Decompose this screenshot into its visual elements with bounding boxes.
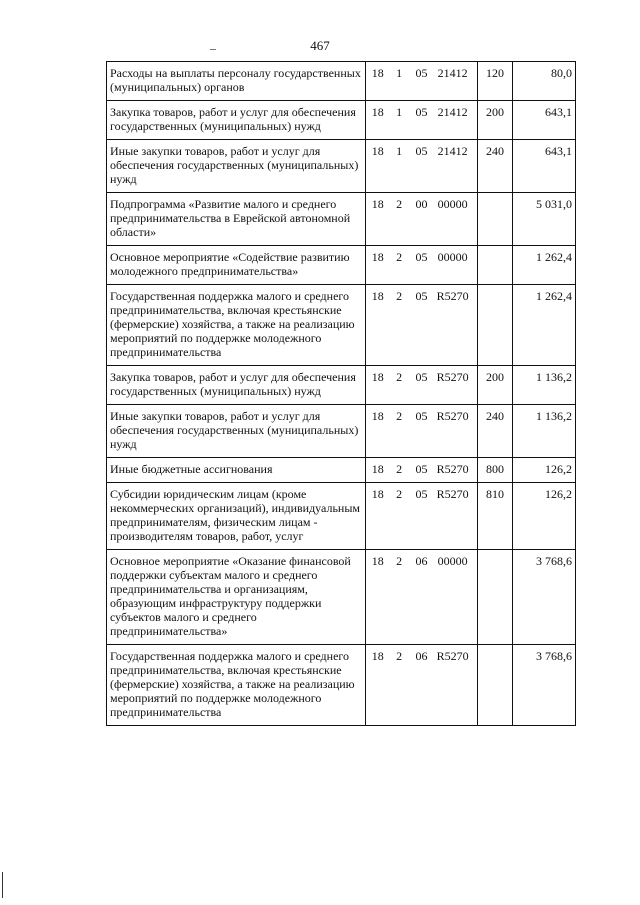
- code-direction: R5270: [436, 370, 469, 384]
- row-amount: 1 136,2: [513, 405, 576, 458]
- code-ministry: 18: [371, 487, 384, 501]
- table-row: [107, 458, 576, 483]
- row-expense-type: [478, 246, 513, 285]
- row-amount: 3 768,6: [513, 645, 576, 726]
- row-amount: 643,1: [513, 101, 576, 140]
- row-name: Подпрограмма «Развитие малого и среднего предпринимательства в Еврейской автономной области»: [107, 193, 366, 246]
- row-expense-type: 800: [478, 458, 513, 483]
- row-amount: 1 136,2: [513, 366, 576, 405]
- row-expense-type: 810: [478, 483, 513, 550]
- row-name: Закупка товаров, работ и услуг для обеспечения государственных (муниципальных) нужд: [107, 366, 366, 405]
- row-codes: [366, 366, 478, 405]
- row-codes: [366, 62, 478, 101]
- row-expense-type: [478, 645, 513, 726]
- table-row: [107, 285, 576, 366]
- code-ministry: 18: [371, 250, 384, 264]
- row-codes: [366, 458, 478, 483]
- code-program: 2: [396, 250, 403, 264]
- row-expense-type: [478, 285, 513, 366]
- code-direction: 21412: [437, 66, 468, 80]
- code-ministry: 18: [371, 409, 384, 423]
- code-direction: R5270: [436, 487, 469, 501]
- row-amount: 5 031,0: [513, 193, 576, 246]
- table-row: [107, 101, 576, 140]
- row-name: Расходы на выплаты персоналу государственных (муниципальных) органов: [107, 62, 366, 101]
- table-row: [107, 483, 576, 550]
- row-expense-type: 240: [478, 405, 513, 458]
- table-row: [107, 645, 576, 726]
- row-amount: 1 262,4: [513, 246, 576, 285]
- row-name: Государственная поддержка малого и среднего предпринимательства, включая крестьянские (фермерские) хозяйства, а также на реализацию мероприятий по поддержке молодежного предпринимательства: [107, 645, 366, 726]
- code-event: 05: [415, 66, 428, 80]
- code-program: 2: [396, 409, 403, 423]
- row-amount: 126,2: [513, 458, 576, 483]
- code-ministry: 18: [371, 649, 384, 663]
- code-direction: R5270: [436, 409, 469, 423]
- row-expense-type: 240: [478, 140, 513, 193]
- code-program: 2: [396, 554, 403, 568]
- table-row: [107, 550, 576, 645]
- budget-table: [106, 61, 576, 726]
- code-program: 2: [396, 370, 403, 384]
- code-ministry: 18: [371, 105, 384, 119]
- code-event: 05: [415, 144, 428, 158]
- code-program: 2: [396, 649, 403, 663]
- row-amount: 3 768,6: [513, 550, 576, 645]
- code-direction: 21412: [437, 144, 468, 158]
- table-row: [107, 366, 576, 405]
- code-event: 05: [415, 462, 428, 476]
- row-codes: [366, 405, 478, 458]
- code-direction: 00000: [437, 197, 468, 211]
- row-name: Государственная поддержка малого и среднего предпринимательства, включая крестьянские (фермерские) хозяйства, а также на реализацию мероприятий по поддержке молодежного предпринимательства: [107, 285, 366, 366]
- code-ministry: 18: [371, 289, 384, 303]
- code-event: 05: [415, 409, 428, 423]
- code-ministry: 18: [371, 197, 384, 211]
- row-codes: [366, 193, 478, 246]
- row-codes: [366, 285, 478, 366]
- code-event: 05: [415, 487, 428, 501]
- row-expense-type: 200: [478, 101, 513, 140]
- row-name: Иные закупки товаров, работ и услуг для обеспечения государственных (муниципальных) нужд: [107, 140, 366, 193]
- row-codes: [366, 101, 478, 140]
- code-event: 00: [415, 197, 428, 211]
- code-ministry: 18: [371, 370, 384, 384]
- code-program: 1: [396, 144, 403, 158]
- code-program: 2: [396, 462, 403, 476]
- code-event: 05: [415, 250, 428, 264]
- table-row: [107, 140, 576, 193]
- code-direction: 00000: [437, 250, 468, 264]
- row-codes: [366, 645, 478, 726]
- code-ministry: 18: [371, 144, 384, 158]
- code-ministry: 18: [371, 554, 384, 568]
- row-codes: [366, 246, 478, 285]
- code-direction: 00000: [437, 554, 468, 568]
- row-amount: 126,2: [513, 483, 576, 550]
- table-row: [107, 246, 576, 285]
- code-program: 1: [396, 66, 403, 80]
- row-name: Закупка товаров, работ и услуг для обеспечения государственных (муниципальных) нужд: [107, 101, 366, 140]
- code-event: 05: [415, 105, 428, 119]
- row-codes: [366, 483, 478, 550]
- row-name: Иные бюджетные ассигнования: [107, 458, 366, 483]
- code-direction: 21412: [437, 105, 468, 119]
- code-event: 05: [415, 289, 428, 303]
- code-direction: R5270: [436, 289, 469, 303]
- scan-mark: [2, 872, 3, 898]
- row-amount: 1 262,4: [513, 285, 576, 366]
- page-number: 467: [310, 38, 330, 53]
- row-expense-type: [478, 550, 513, 645]
- row-amount: 643,1: [513, 140, 576, 193]
- row-name: Иные закупки товаров, работ и услуг для обеспечения государственных (муниципальных) нужд: [107, 405, 366, 458]
- code-direction: R5270: [436, 649, 469, 663]
- scan-mark: [210, 49, 216, 50]
- budget-table-body: [107, 62, 576, 726]
- row-codes: [366, 140, 478, 193]
- code-program: 2: [396, 487, 403, 501]
- row-expense-type: [478, 193, 513, 246]
- row-expense-type: 120: [478, 62, 513, 101]
- row-name: Субсидии юридическим лицам (кроме некоммерческих организаций), индивидуальным предпринимателям, физическим лицам - производителям товаров, работ, услуг: [107, 483, 366, 550]
- table-row: [107, 62, 576, 101]
- code-ministry: 18: [371, 462, 384, 476]
- row-name: Основное мероприятие «Содействие развитию молодежного предпринимательства»: [107, 246, 366, 285]
- table-row: [107, 193, 576, 246]
- row-amount: 80,0: [513, 62, 576, 101]
- code-program: 1: [396, 105, 403, 119]
- code-ministry: 18: [371, 66, 384, 80]
- code-program: 2: [396, 197, 403, 211]
- code-direction: R5270: [436, 462, 469, 476]
- table-row: [107, 405, 576, 458]
- row-name: Основное мероприятие «Оказание финансовой поддержки субъектам малого и среднего предпринимательства и организациям, образующим инфраструктуру поддержки субъектов малого и среднего предпринимательства»: [107, 550, 366, 645]
- code-event: 06: [415, 649, 428, 663]
- row-codes: [366, 550, 478, 645]
- code-event: 05: [415, 370, 428, 384]
- code-event: 06: [415, 554, 428, 568]
- code-program: 2: [396, 289, 403, 303]
- row-expense-type: 200: [478, 366, 513, 405]
